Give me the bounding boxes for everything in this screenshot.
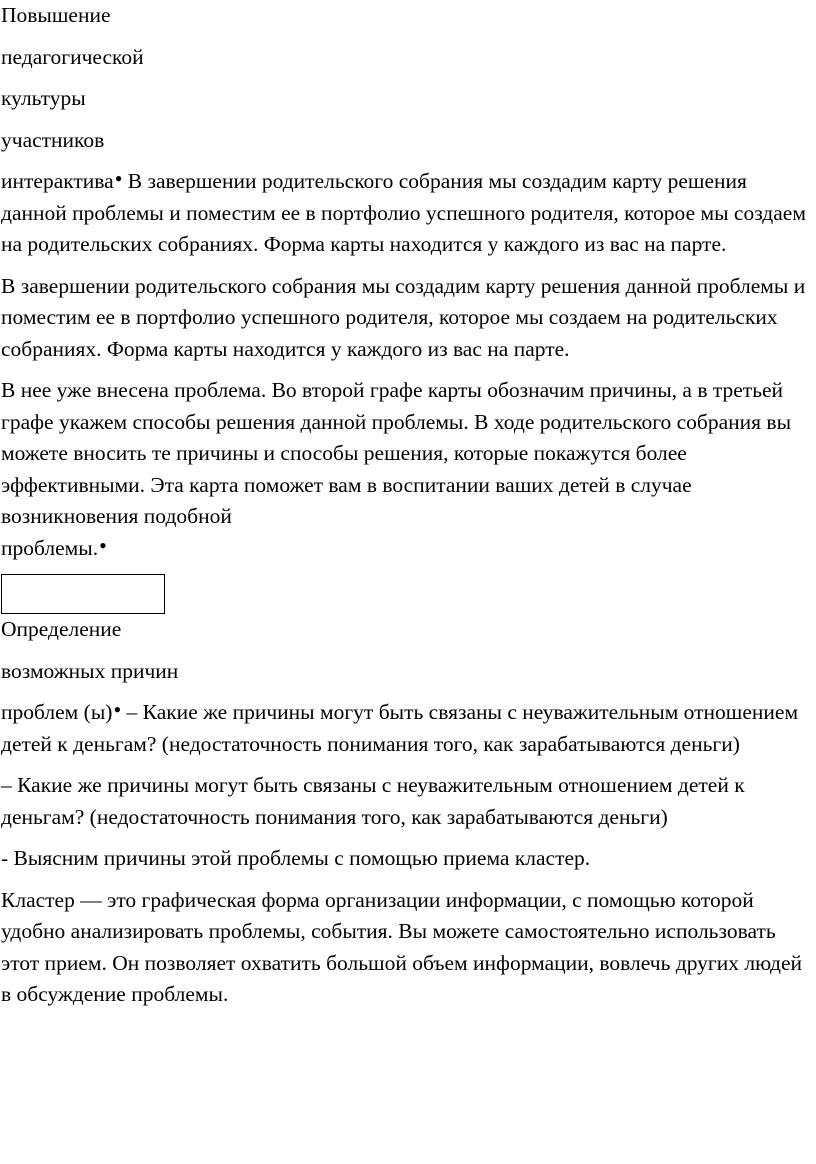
paragraph-causes <box>1 697 809 760</box>
bullet-icon: • <box>99 532 107 558</box>
paragraph-end: проблемы. <box>1 535 99 560</box>
heading-line-2: педагогической <box>1 44 144 69</box>
heading-line-4: участников <box>1 127 105 152</box>
paragraph-question: – Какие же причины могут быть связаны с неуважительным отношением детей к деньгам? (недостаточность понимания того, как зарабатываются деньги) <box>1 773 745 829</box>
paragraph-text: В завершении родительского собрания мы создадим карту решения данной проблемы и поместим ее в портфолио успешного родителя, которое мы создаем на родительских собраниях. Форма карты находится у каждого из вас на парте. <box>1 169 806 256</box>
bullet-icon: • <box>114 166 123 191</box>
paragraph-map-details <box>1 375 809 564</box>
heading-line-6: возможных причин <box>1 658 179 683</box>
heading-line-5: Определение <box>1 617 122 641</box>
bullet-icon: • <box>113 697 122 722</box>
empty-frame <box>1 574 165 614</box>
paragraph-lead: интерактива <box>1 169 114 193</box>
paragraph-map-intro: В завершении родительского собрания мы создадим карту решения данной проблемы и поместим ее в портфолио успешного родителя, которое мы создаем на родительских собраниях. Форма карты находится у каждого из вас на парте. <box>1 273 806 361</box>
paragraph-cluster-intro: - Выясним причины этой проблемы с помощью приема кластер. <box>1 846 591 870</box>
paragraph-lead: проблем (ы) <box>1 700 113 724</box>
paragraph-cluster-definition: Кластер — это графическая форма организации информации, с помощью которой удобно анализировать проблемы, события. Вы можете самостоятельно использовать этот прием. Он позволяет охватить большой объем информации, вовлечь других людей в обсуждение проблемы. <box>1 887 803 1006</box>
paragraph-text: – Какие же причины могут быть связаны с неуважительным отношением детей к деньгам? (недостаточность понимания того, как зарабатываются деньги) <box>1 700 799 756</box>
heading-line-3: культуры <box>1 86 86 110</box>
paragraph-interactive <box>1 166 809 261</box>
paragraph-text: В нее уже внесена проблема. Во второй графе карты обозначим причины, а в третьей графе укажем способы решения данной проблемы. В ходе родительского собрания вы можете вносить те причины и способы решения, которые покажутся более эффективными. Эта карта поможет вам в воспитании ваших детей в случае возникновения подобной <box>1 378 792 528</box>
heading-line-1: Повышение <box>1 3 111 27</box>
